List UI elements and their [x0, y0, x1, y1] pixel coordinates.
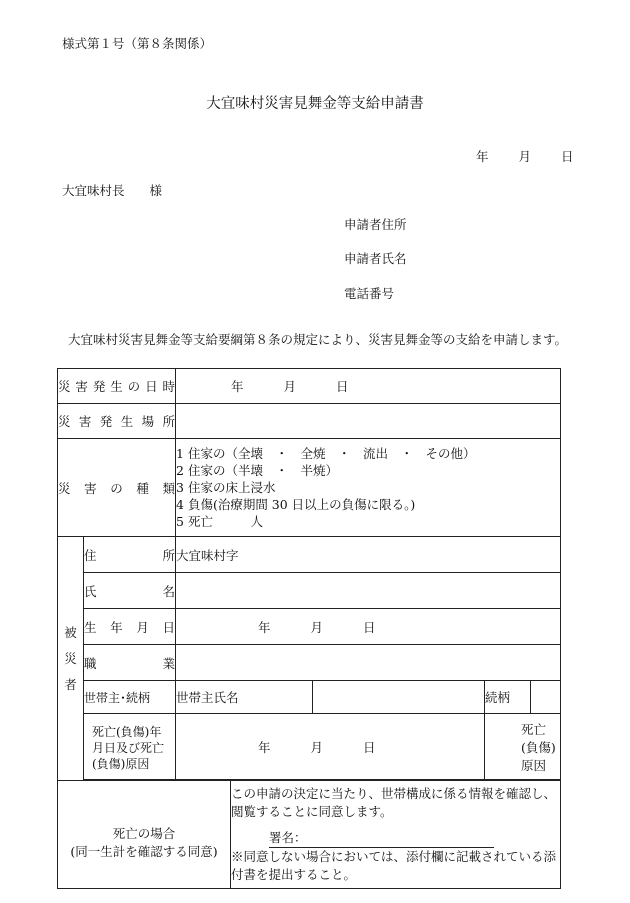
victim-label [58, 537, 84, 781]
type-option[interactable]: 4 負傷(治療期間 30 日以上の負傷に限る。) [176, 497, 416, 512]
type-option[interactable]: 1 住家の（全壊 ・ 全焼 ・ 流出 ・ その他） [176, 446, 476, 461]
victim-birth-row [58, 609, 561, 645]
household-row [58, 681, 561, 714]
application-statement: 大宜味村災害見舞金等支給要綱第８条の規定により、災害見舞金等の支給を申請します。 [68, 332, 568, 347]
addressee: 大宜味村長 様 [62, 183, 163, 198]
death-case-row [58, 781, 561, 889]
date-month: 月 [518, 149, 532, 164]
consent-note: ※同意しない場合においては、添付欄に記載されている添付書を提出すること。 [231, 849, 557, 882]
death-row [58, 714, 561, 780]
household-name-label: 世帯主氏名 [176, 681, 313, 714]
household-label: 世帯主･続柄 [84, 681, 176, 714]
type-option[interactable]: 3 住家の床上浸水 [176, 480, 276, 495]
disaster-date-field[interactable] [176, 369, 561, 404]
victim-char: 被 [64, 624, 77, 640]
death-date-field[interactable] [176, 714, 485, 780]
signature-label: 署名： [269, 830, 307, 845]
year-text: 年 [258, 619, 271, 635]
name-label: 氏名 [84, 573, 176, 609]
occupation-label: 職業 [84, 645, 176, 681]
disaster-date-row [58, 369, 561, 404]
birth-field[interactable] [176, 609, 561, 645]
death-case-subtitle: (同一生計を確認する同意) [70, 843, 218, 859]
address-label: 住所 [84, 537, 176, 573]
type-option[interactable]: 5 死亡 人 [176, 514, 263, 529]
name-field[interactable] [176, 573, 561, 609]
address-field[interactable]: 大宜味村字 [176, 537, 561, 573]
day-text: 日 [363, 619, 376, 635]
phone-label: 電話番号 [344, 286, 395, 301]
victim-address-row [58, 537, 561, 573]
victim-char: 者 [64, 676, 77, 692]
disaster-place-label: 災害発生場所 [58, 404, 176, 439]
submission-date [476, 147, 574, 165]
signature-field[interactable] [269, 829, 494, 848]
household-name-field[interactable] [313, 681, 485, 714]
death-date-label-line: 死亡(負傷)年 [92, 724, 162, 739]
consent-text: この申請の決定に当たり、世帯構成に係る情報を確認し、閲覧することに同意します。 [231, 786, 557, 819]
relation-field[interactable] [531, 681, 561, 714]
victim-char: 災 [64, 650, 77, 666]
month-text: 月 [283, 379, 297, 394]
death-case-title: 死亡の場合 [112, 825, 176, 841]
page-title: 大宜味村災害見舞金等支給申請書 [206, 96, 424, 112]
death-cause-label: 死亡(負傷)原因 [521, 722, 556, 773]
disaster-date-label: 災害発生の日時 [58, 369, 176, 404]
month-text: 月 [310, 619, 324, 635]
date-year: 年 [476, 149, 489, 164]
victim-name-row [58, 573, 561, 609]
year-text: 年 [231, 379, 244, 394]
day-text: 日 [363, 739, 376, 755]
disaster-place-row [58, 404, 561, 439]
day-text: 日 [336, 379, 349, 394]
victim-occupation-row [58, 645, 561, 681]
date-day: 日 [561, 149, 574, 164]
type-option[interactable]: 2 住家の（半壊 ・ 半焼） [176, 463, 338, 478]
application-table [57, 368, 561, 889]
death-case-label [58, 781, 231, 889]
disaster-type-label: 災害の種類 [58, 439, 176, 537]
applicant-address-label: 申請者住所 [344, 217, 407, 232]
disaster-place-field[interactable] [176, 404, 561, 439]
death-cause-field[interactable] [485, 714, 561, 780]
consent-block [231, 781, 561, 889]
year-text: 年 [258, 739, 271, 755]
occupation-field[interactable] [176, 645, 561, 681]
disaster-type-options [176, 439, 561, 537]
birth-label: 生年月日 [84, 609, 176, 645]
death-date-label [84, 714, 176, 780]
month-text: 月 [310, 739, 324, 755]
disaster-type-row [58, 439, 561, 537]
death-date-label-line: (負傷)原因 [92, 756, 150, 771]
death-date-label-line: 月日及び死亡 [92, 740, 165, 755]
relation-label: 続柄 [485, 681, 531, 714]
applicant-name-label: 申請者氏名 [344, 251, 407, 266]
form-number: 様式第１号（第８条関係） [62, 36, 213, 51]
